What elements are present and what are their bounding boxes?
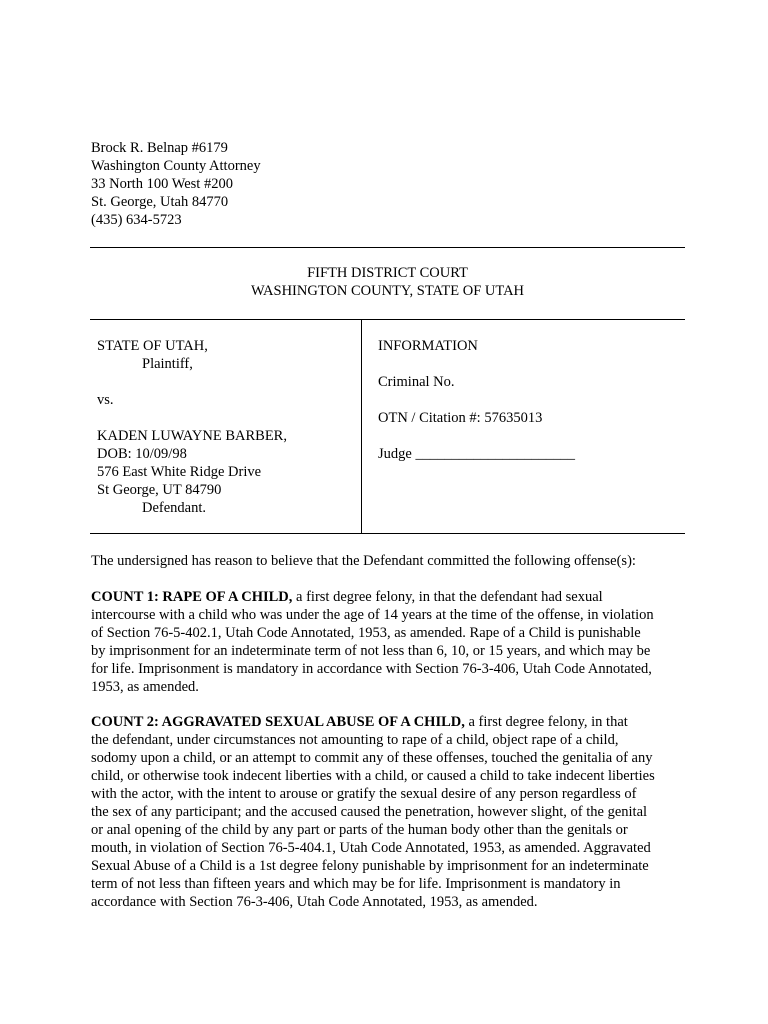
plaintiff-role: Plaintiff, — [142, 356, 193, 372]
attorney-name: Brock R. Belnap #6179 — [91, 140, 228, 156]
count-2-text: Sexual Abuse of a Child is a 1st degree felony punishable by imprisonment for an indeterminate — [91, 858, 649, 874]
count-2-heading: COUNT 2: AGGRAVATED SEXUAL ABUSE OF A CHILD, — [91, 714, 465, 730]
attorney-title: Washington County Attorney — [91, 158, 261, 174]
judge-line: Judge ______________________ — [378, 446, 575, 462]
count-2-text: a first degree felony, in that — [464, 714, 628, 730]
count-2-text: term of not less than fifteen years and which may be for life. Imprisonment is mandatory in — [91, 876, 621, 892]
court-heading — [90, 264, 685, 300]
count-2-text: child, or otherwise took indecent liberties with a child, or caused a child to take indecent liberties — [91, 768, 655, 784]
attorney-address-line1: 33 North 100 West #200 — [91, 176, 233, 192]
defendant-dob: DOB: 10/09/98 — [97, 446, 187, 462]
count-1-text: of Section 76-5-402.1, Utah Code Annotated, 1953, as amended. Rape of a Child is punishable — [91, 625, 641, 641]
attorney-address-line2: St. George, Utah 84770 — [91, 194, 229, 210]
otn-citation: OTN / Citation #: 57635013 — [378, 410, 543, 426]
defendant-address-line1: 576 East White Ridge Drive — [97, 464, 262, 480]
plaintiff-name: STATE OF UTAH, — [97, 338, 208, 354]
defendant-name: KADEN LUWAYNE BARBER, — [97, 428, 287, 444]
count-2-text: sodomy upon a child, or an attempt to commit any of these offenses, touched the genitalia of any — [91, 750, 653, 766]
count-2-text: the defendant, under circumstances not amounting to rape of a child, object rape of a child, — [91, 732, 619, 748]
intro-statement: The undersigned has reason to believe that the Defendant committed the following offense(s): — [91, 553, 636, 569]
count-1-text: for life. Imprisonment is mandatory in accordance with Section 76-3-406, Utah Code Annotated, — [91, 661, 652, 677]
count-1-text: a first degree felony, in that the defendant had sexual — [292, 589, 603, 605]
case-parties — [97, 337, 352, 517]
count-2-text: accordance with Section 76-3-406, Utah Code Annotated, 1953, as amended. — [91, 894, 538, 910]
count-2-text: with the actor, with the intent to arouse or gratify the sexual desire of any person regardless of — [91, 786, 637, 802]
count-2-text: mouth, in violation of Section 76-5-404.1, Utah Code Annotated, 1953, as amended. Aggravated — [91, 840, 651, 856]
count-1-heading: COUNT 1: RAPE OF A CHILD, — [91, 589, 293, 605]
caption-bottom-divider — [90, 533, 685, 534]
count-1-text: by imprisonment for an indeterminate term of not less than 6, 10, or 15 years, and which may be — [91, 643, 651, 659]
attorney-block — [91, 139, 261, 229]
document-type: INFORMATION — [378, 338, 478, 354]
defendant-address-line2: St George, UT 84790 — [97, 482, 222, 498]
caption-vertical-divider — [361, 320, 362, 534]
court-name: FIFTH DISTRICT COURT — [307, 265, 468, 281]
case-info — [378, 337, 678, 463]
count-2 — [91, 713, 691, 911]
count-2-text: the sex of any participant; and the accused caused the penetration, however slight, of the genital — [91, 804, 648, 820]
court-jurisdiction: WASHINGTON COUNTY, STATE OF UTAH — [250, 283, 525, 299]
criminal-number: Criminal No. — [378, 374, 455, 390]
caption-top-divider — [90, 319, 685, 320]
count-1-text: intercourse with a child who was under the age of 14 years at the time of the offense, in violation — [91, 607, 654, 623]
defendant-role: Defendant. — [142, 500, 207, 516]
count-1 — [91, 588, 691, 696]
versus-label: vs. — [97, 392, 114, 408]
attorney-phone: (435) 634-5723 — [91, 212, 182, 228]
count-1-text: 1953, as amended. — [91, 679, 199, 695]
top-divider — [90, 247, 685, 248]
count-2-text: or anal opening of the child by any part or parts of the human body other than the genitals or — [91, 822, 628, 838]
